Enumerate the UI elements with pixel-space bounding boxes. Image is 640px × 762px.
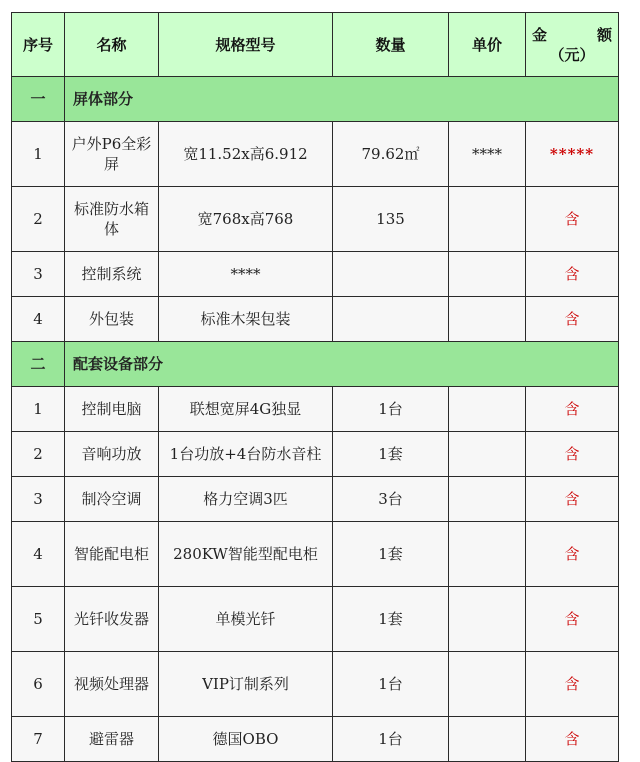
- cell-unit-price: [449, 477, 526, 522]
- cell-name: 标准防水箱体: [65, 187, 159, 252]
- cell-amount: 含: [526, 187, 619, 252]
- cell-spec: 标准木架包装: [159, 297, 333, 342]
- cell-no: 2: [12, 187, 65, 252]
- cell-amount: *****: [526, 122, 619, 187]
- cell-unit-price: ****: [449, 122, 526, 187]
- cell-qty: 1台: [333, 652, 449, 717]
- cell-amount: 含: [526, 522, 619, 587]
- cell-qty: 79.62㎡: [333, 122, 449, 187]
- cell-name: 控制系统: [65, 252, 159, 297]
- cell-name: 光钎收发器: [65, 587, 159, 652]
- cell-amount: 含: [526, 252, 619, 297]
- header-qty: 数量: [333, 13, 449, 77]
- header-amount-left: 金: [532, 25, 548, 44]
- cell-spec: 联想宽屏4G独显: [159, 387, 333, 432]
- header-amount-unit: （元）: [549, 45, 595, 64]
- cell-spec: VIP订制系列: [159, 652, 333, 717]
- cell-qty: 1台: [333, 717, 449, 762]
- cell-amount: 含: [526, 587, 619, 652]
- cell-amount: 含: [526, 387, 619, 432]
- cell-name: 音响功放: [65, 432, 159, 477]
- table-row: [12, 477, 619, 522]
- table-row: [12, 122, 619, 187]
- cell-qty: 1套: [333, 587, 449, 652]
- cell-unit-price: [449, 652, 526, 717]
- cell-amount: 含: [526, 477, 619, 522]
- cell-qty: [333, 252, 449, 297]
- cell-amount: 含: [526, 297, 619, 342]
- cell-no: 7: [12, 717, 65, 762]
- section-no: 一: [12, 77, 65, 122]
- cell-qty: 1套: [333, 522, 449, 587]
- cell-spec: 宽11.52x高6.912: [159, 122, 333, 187]
- cell-name: 外包装: [65, 297, 159, 342]
- cell-no: 3: [12, 252, 65, 297]
- table-row: [12, 187, 619, 252]
- cell-spec: 宽768x高768: [159, 187, 333, 252]
- section-no: 二: [12, 342, 65, 387]
- table-row: [12, 297, 619, 342]
- cell-spec: 280KW智能型配电柜: [159, 522, 333, 587]
- header-row: [12, 13, 619, 77]
- cell-amount: 含: [526, 432, 619, 477]
- header-amount: [526, 13, 619, 77]
- cell-no: 3: [12, 477, 65, 522]
- section-row-screen: [12, 77, 619, 122]
- cell-spec: 格力空调3匹: [159, 477, 333, 522]
- cell-unit-price: [449, 717, 526, 762]
- table-row: [12, 387, 619, 432]
- cell-unit-price: [449, 587, 526, 652]
- header-name: 名称: [65, 13, 159, 77]
- table-row: [12, 652, 619, 717]
- table-row: [12, 587, 619, 652]
- cell-qty: [333, 297, 449, 342]
- cell-name: 制冷空调: [65, 477, 159, 522]
- cell-unit-price: [449, 297, 526, 342]
- table-row: [12, 252, 619, 297]
- cell-name: 视频处理器: [65, 652, 159, 717]
- cell-unit-price: [449, 432, 526, 477]
- section-title: 配套设备部分: [65, 342, 619, 387]
- cell-spec: ****: [159, 252, 333, 297]
- cell-qty: 1台: [333, 387, 449, 432]
- header-spec: 规格型号: [159, 13, 333, 77]
- cell-no: 2: [12, 432, 65, 477]
- cell-no: 1: [12, 387, 65, 432]
- cell-qty: 3台: [333, 477, 449, 522]
- section-row-equipment: [12, 342, 619, 387]
- cell-qty: 135: [333, 187, 449, 252]
- cell-no: 4: [12, 297, 65, 342]
- quote-table: [11, 12, 619, 762]
- cell-unit-price: [449, 522, 526, 587]
- cell-unit-price: [449, 252, 526, 297]
- cell-spec: 德国OBO: [159, 717, 333, 762]
- cell-unit-price: [449, 387, 526, 432]
- table-row: [12, 432, 619, 477]
- cell-spec: 单模光钎: [159, 587, 333, 652]
- cell-unit-price: [449, 187, 526, 252]
- header-unit-price: 单价: [449, 13, 526, 77]
- cell-no: 1: [12, 122, 65, 187]
- cell-amount: 含: [526, 652, 619, 717]
- table-row: [12, 717, 619, 762]
- cell-name: 控制电脑: [65, 387, 159, 432]
- cell-no: 4: [12, 522, 65, 587]
- section-title: 屏体部分: [65, 77, 619, 122]
- cell-spec: 1台功放+4台防水音柱: [159, 432, 333, 477]
- cell-no: 5: [12, 587, 65, 652]
- header-amount-right: 额: [596, 25, 612, 44]
- header-no: 序号: [12, 13, 65, 77]
- cell-amount: 含: [526, 717, 619, 762]
- cell-name: 避雷器: [65, 717, 159, 762]
- cell-name: 户外P6全彩屏: [65, 122, 159, 187]
- cell-no: 6: [12, 652, 65, 717]
- table-row: [12, 522, 619, 587]
- cell-qty: 1套: [333, 432, 449, 477]
- cell-name: 智能配电柜: [65, 522, 159, 587]
